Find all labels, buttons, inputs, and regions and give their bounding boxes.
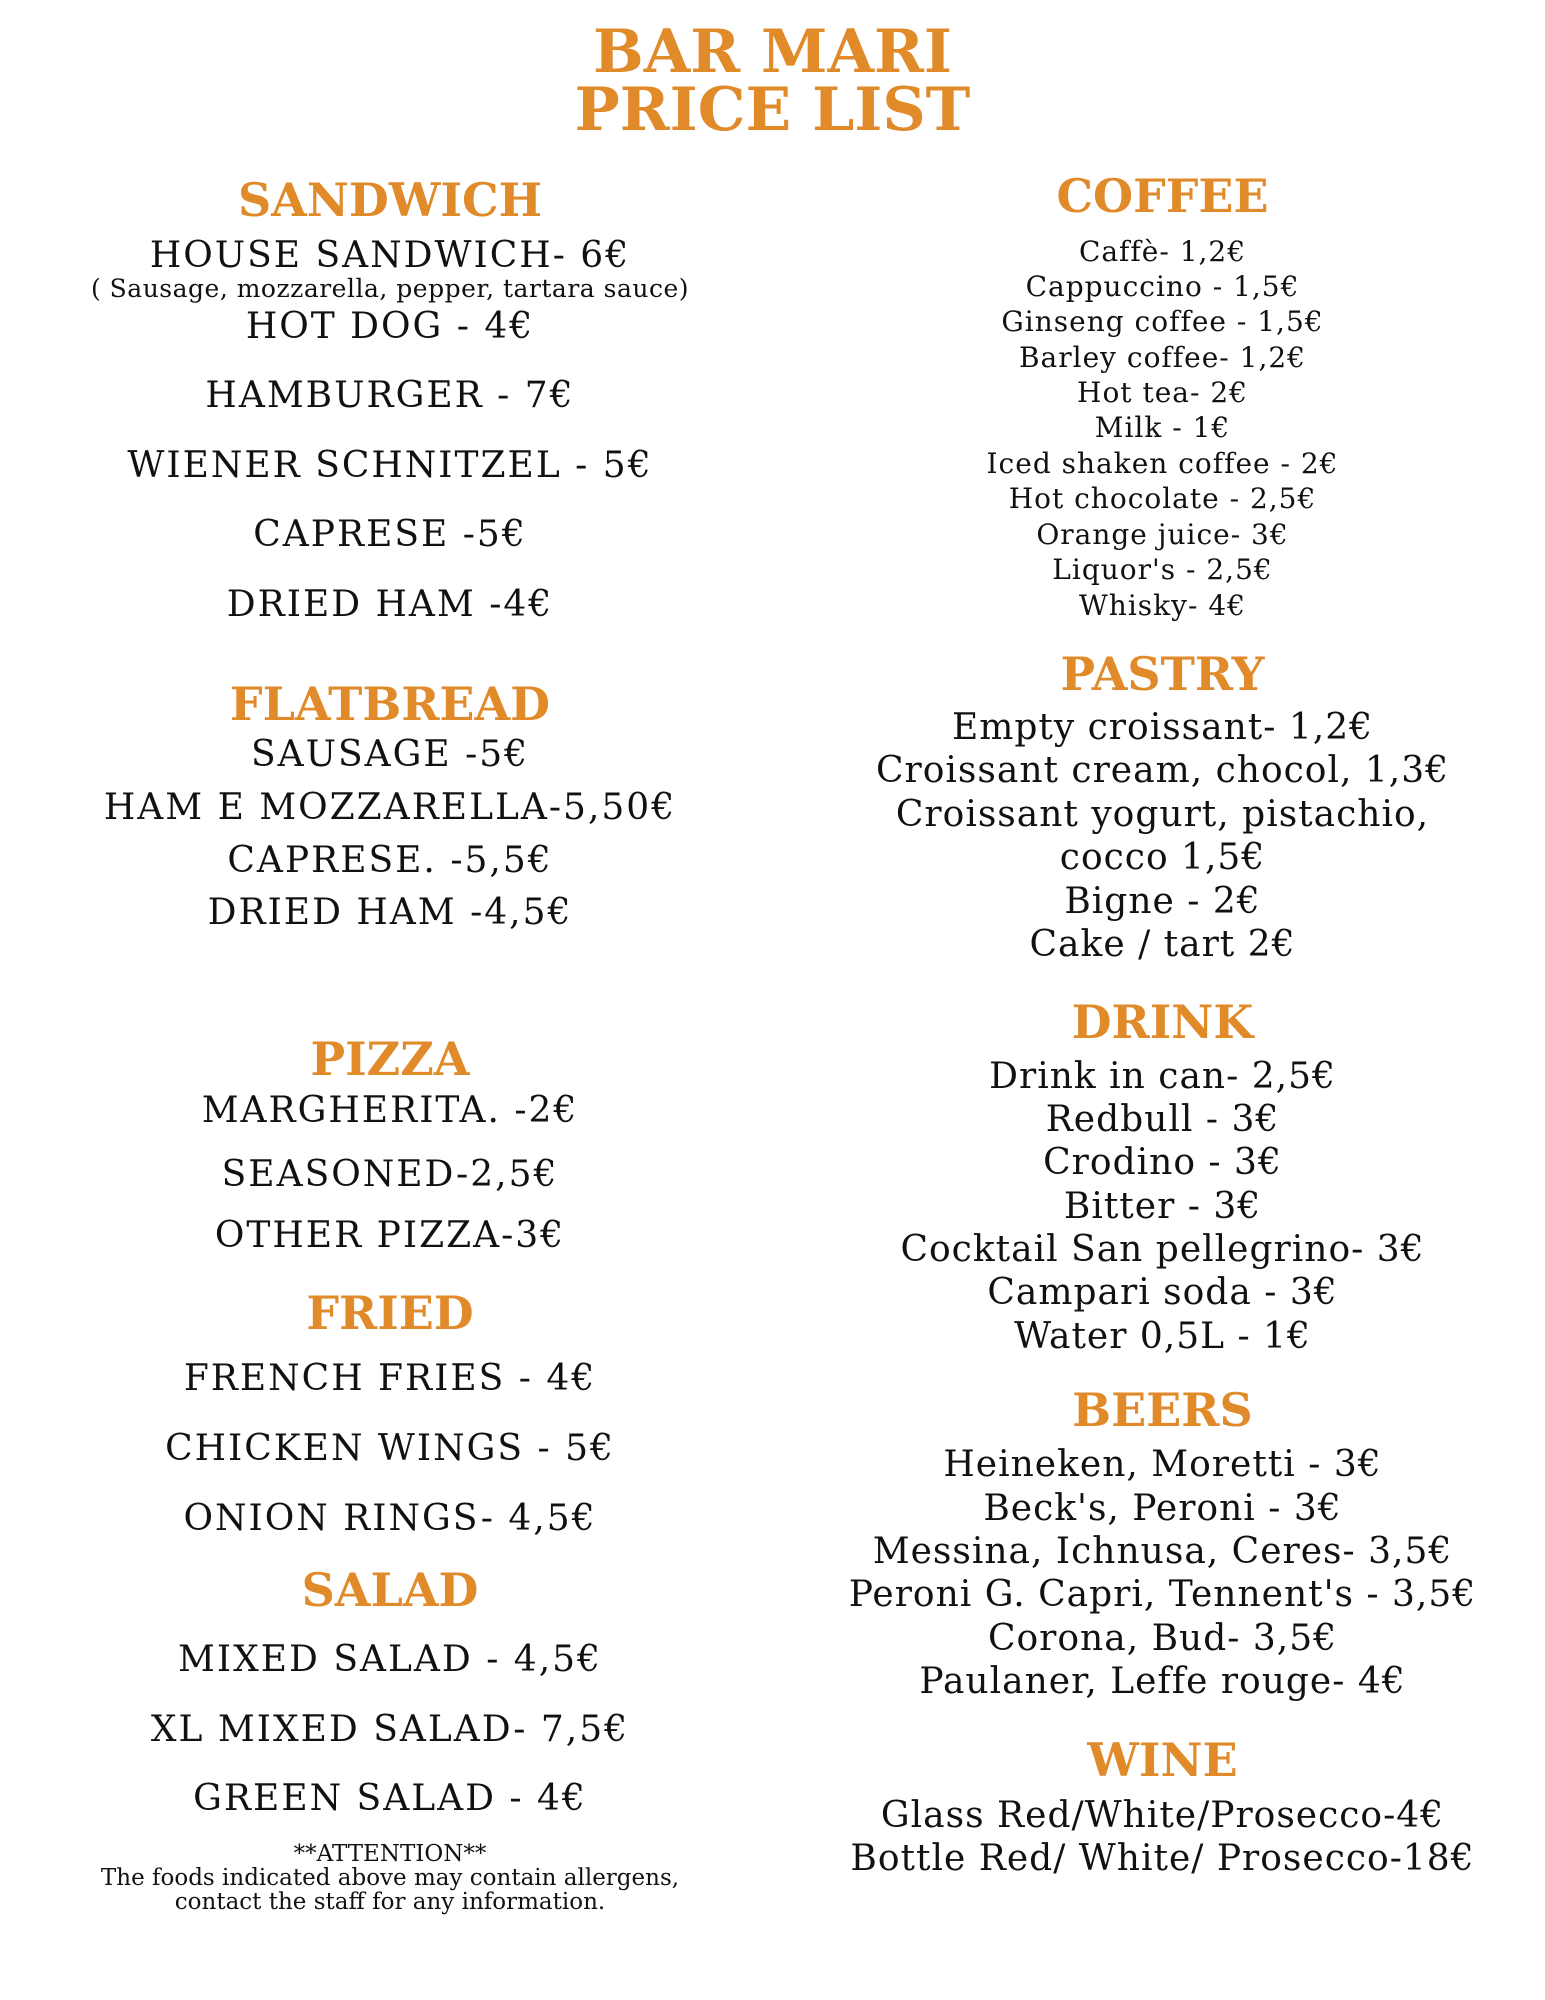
menu-item: Iced shaken coffee - 2€ bbox=[986, 447, 1339, 480]
menu-item: Heineken, Moretti - 3€ bbox=[943, 1444, 1382, 1485]
menu-item: Bigne - 2€ bbox=[1064, 881, 1261, 922]
menu-item: SEASONED-2,5€ bbox=[221, 1154, 559, 1195]
menu-item: HOUSE SANDWICH- 6€ bbox=[149, 235, 631, 276]
attention-line-1: The foods indicated above may contain allergens, bbox=[100, 1865, 680, 1891]
menu-item: GREEN SALAD - 4€ bbox=[193, 1778, 587, 1819]
menu-item: Hot chocolate - 2,5€ bbox=[1008, 482, 1317, 515]
menu-item: ONION RINGS- 4,5€ bbox=[183, 1498, 597, 1539]
title-line-1: BAR MARI bbox=[593, 17, 952, 87]
menu-item: Liquor's - 2,5€ bbox=[1052, 553, 1273, 586]
menu-item: Whisky- 4€ bbox=[1079, 589, 1246, 622]
menu-item: Paulaner, Leffe rouge- 4€ bbox=[919, 1661, 1406, 1702]
menu-item: Cake / tart 2€ bbox=[1029, 924, 1296, 965]
menu-item: MARGHERITA. -2€ bbox=[201, 1090, 579, 1131]
section-heading-pastry: PASTRY bbox=[1060, 647, 1265, 701]
menu-item: DRIED HAM -4,5€ bbox=[207, 892, 573, 933]
menu-item: Croissant yogurt, pistachio, bbox=[895, 794, 1430, 835]
menu-item: Messina, Ichnusa, Ceres- 3,5€ bbox=[872, 1531, 1453, 1572]
menu-item: Beck's, Peroni - 3€ bbox=[983, 1488, 1342, 1529]
attention-label: **ATTENTION** bbox=[293, 1841, 487, 1867]
menu-item: Cocktail San pellegrino- 3€ bbox=[900, 1229, 1425, 1270]
menu-item: Ginseng coffee - 1,5€ bbox=[1001, 305, 1324, 338]
section-heading-salad: SALAD bbox=[301, 1563, 479, 1617]
menu-item: MIXED SALAD - 4,5€ bbox=[178, 1639, 602, 1680]
menu-item: HOT DOG - 4€ bbox=[245, 306, 535, 347]
menu-item: Campari soda - 3€ bbox=[987, 1272, 1338, 1313]
menu-item: Orange juice- 3€ bbox=[1036, 518, 1289, 551]
menu-item: Empty croissant- 1,2€ bbox=[951, 707, 1374, 748]
menu-item: Drink in can- 2,5€ bbox=[989, 1056, 1336, 1097]
section-heading-flatbread: FLATBREAD bbox=[229, 677, 551, 731]
menu-item: Croissant cream, chocol, 1,3€ bbox=[875, 750, 1450, 791]
attention-line-2: contact the staff for any information. bbox=[174, 1889, 606, 1915]
section-heading-beers: BEERS bbox=[1072, 1383, 1253, 1437]
menu-item: HAM E MOZZARELLA-5,50€ bbox=[103, 787, 677, 828]
menu-item: Milk - 1€ bbox=[1094, 411, 1231, 444]
menu-item: cocco 1,5€ bbox=[1059, 837, 1266, 878]
menu-item: Bottle Red/ White/ Prosecco-18€ bbox=[850, 1838, 1475, 1879]
menu-item: DRIED HAM -4€ bbox=[226, 584, 554, 625]
menu-item: CAPRESE -5€ bbox=[253, 514, 527, 555]
menu-item: Corona, Bud- 3,5€ bbox=[987, 1618, 1338, 1659]
section-heading-pizza: PIZZA bbox=[310, 1032, 470, 1086]
menu-item: HAMBURGER - 7€ bbox=[205, 375, 575, 416]
menu-item: SAUSAGE -5€ bbox=[250, 734, 530, 775]
section-heading-wine: WINE bbox=[1087, 1733, 1238, 1787]
menu-item-description: ( Sausage, mozzarella, pepper, tartara sauce) bbox=[90, 274, 690, 303]
menu-item: Crodino - 3€ bbox=[1043, 1142, 1282, 1183]
title-line-2: PRICE LIST bbox=[574, 75, 971, 145]
menu-item: CHICKEN WINGS - 5€ bbox=[165, 1428, 615, 1469]
menu-item: OTHER PIZZA-3€ bbox=[214, 1215, 566, 1256]
section-heading-coffee: COFFEE bbox=[1056, 169, 1269, 223]
menu-item: Barley coffee- 1,2€ bbox=[1018, 341, 1306, 374]
menu-item: FRENCH FRIES - 4€ bbox=[183, 1358, 597, 1399]
menu-item: Glass Red/White/Prosecco-4€ bbox=[880, 1795, 1445, 1836]
menu-item: Cappuccino - 1,5€ bbox=[1025, 270, 1300, 303]
section-heading-fried: FRIED bbox=[306, 1286, 474, 1340]
menu-item: WIENER SCHNITZEL - 5€ bbox=[127, 445, 653, 486]
section-heading-sandwich: SANDWICH bbox=[237, 173, 543, 227]
menu-item: Peroni G. Capri, Tennent's - 3,5€ bbox=[848, 1574, 1477, 1615]
menu-item: Hot tea- 2€ bbox=[1077, 376, 1248, 409]
menu-item: Bitter - 3€ bbox=[1063, 1186, 1262, 1227]
menu-item: Water 0,5L - 1€ bbox=[1014, 1316, 1311, 1357]
menu-item: XL MIXED SALAD- 7,5€ bbox=[150, 1709, 630, 1750]
menu-item: Caffè- 1,2€ bbox=[1078, 235, 1247, 268]
menu-item: CAPRESE. -5,5€ bbox=[227, 840, 553, 881]
section-heading-drink: DRINK bbox=[1071, 995, 1254, 1049]
menu-item: Redbull - 3€ bbox=[1045, 1099, 1280, 1140]
